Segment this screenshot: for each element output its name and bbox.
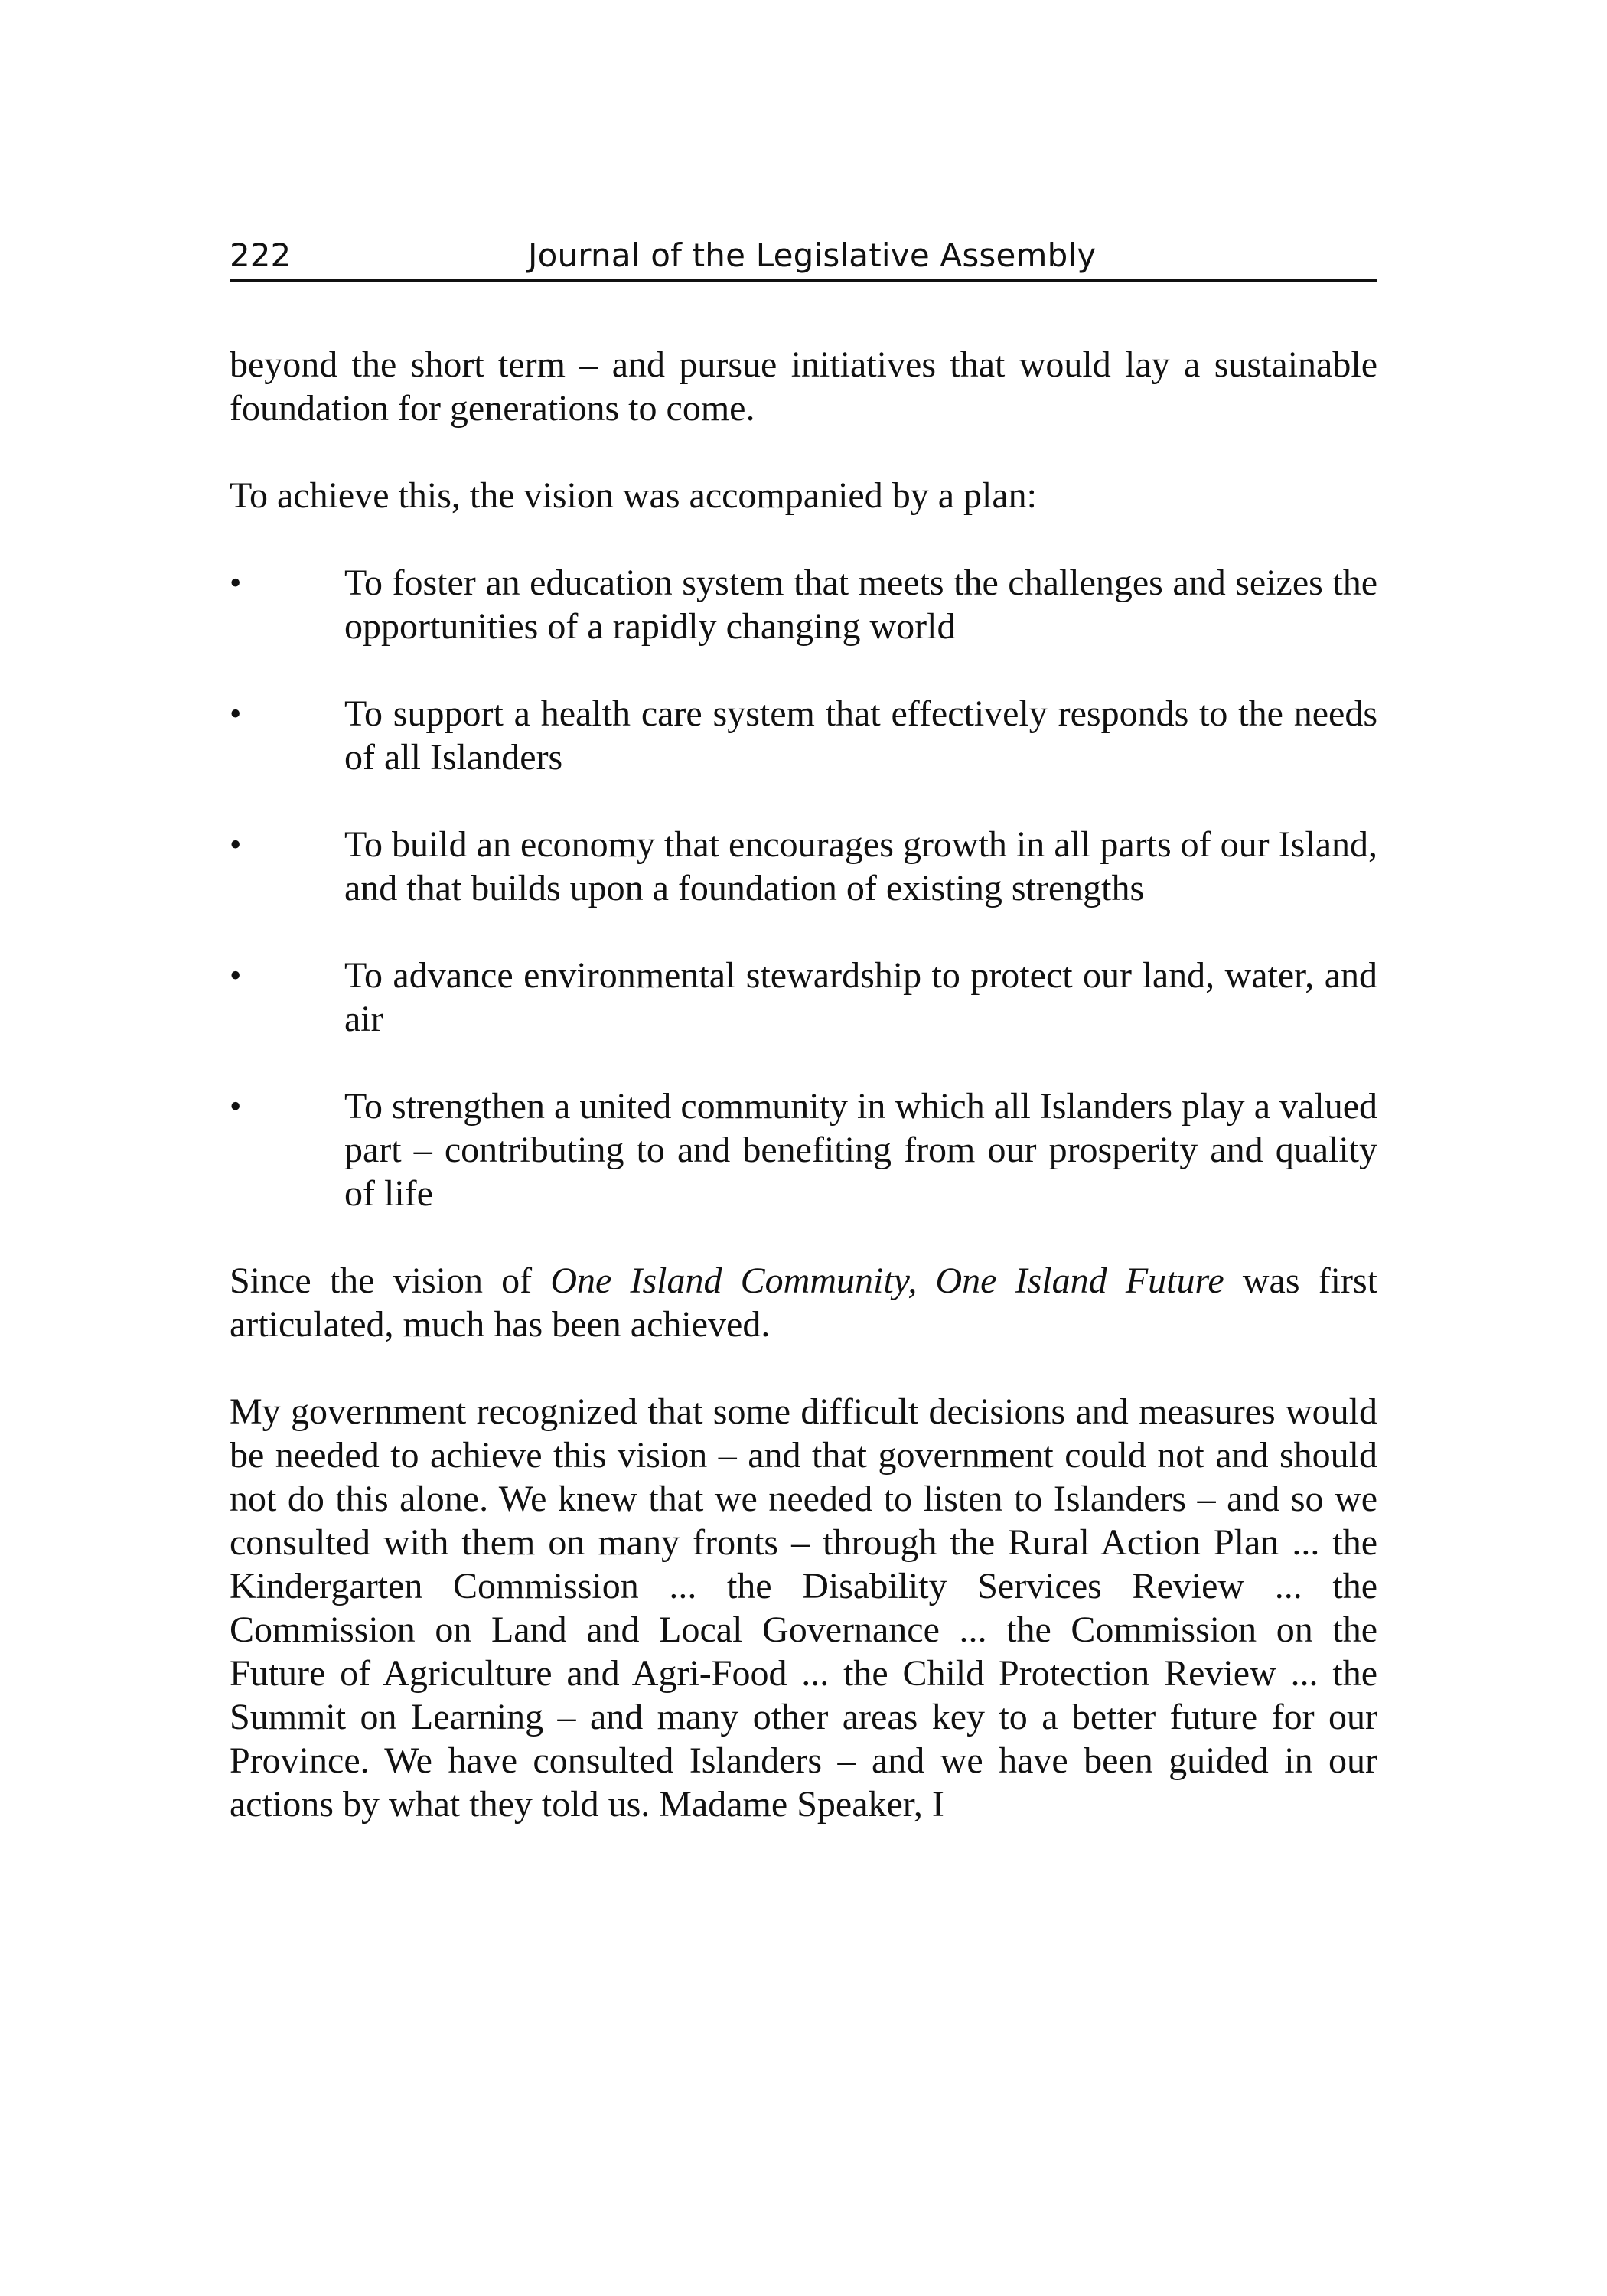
running-header (230, 230, 1377, 282)
vision-text-prefix: Since the vision of (230, 1261, 551, 1301)
bullet-icon: • (230, 1088, 242, 1125)
bullet-item-education (230, 561, 1377, 648)
bullet-text: To build an economy that encourages growth in all parts of our Island, and that builds upon a foundation of existing strengths (344, 824, 1377, 908)
bullet-icon: • (230, 826, 242, 863)
paragraph-vision-achieved (230, 1259, 1377, 1346)
document-page (230, 230, 1377, 1826)
bullet-icon: • (230, 957, 242, 994)
paragraph-plan-intro: To achieve this, the vision was accompanied by a plan: (230, 475, 1037, 516)
journal-title: Journal of the Legislative Assembly (528, 236, 1097, 274)
paragraph-consultation: My government recognized that some difficult decisions and measures would be needed to achieve this vision – and that government could not and should not do this alone. We knew that we needed to listen to Islanders – and so we consulted with them on many fronts – through the Rural Action Plan ... the Kindergarten Commission ... the Disability Services Review ... the Commission on Land and Local Governance ... the Commission on the Future of Agriculture and Agri-Food ... the Child Protection Review ... the Summit on Learning – and many other areas key to a better future for our Province. We have consulted Islanders – and we have been guided in our actions by what they told us. Madame Speaker, I (230, 1391, 1377, 1825)
bullet-text: To advance environmental stewardship to protect our land, water, and air (344, 955, 1377, 1039)
page-number: 222 (230, 236, 292, 274)
bullet-icon: • (230, 695, 242, 732)
bullet-text: To foster an education system that meets the challenges and seizes the opportunities of a rapidly changing world (344, 563, 1377, 647)
vision-title: One Island Community, One Island Future (550, 1261, 1224, 1301)
bullet-item-community (230, 1084, 1377, 1215)
bullet-text: To strengthen a united community in which all Islanders play a valued part – contributing to and benefiting from our prosperity and quality of life (344, 1086, 1377, 1214)
bullet-text: To support a health care system that effectively responds to the needs of all Islanders (344, 693, 1377, 778)
bullet-item-economy (230, 823, 1377, 910)
plan-bullet-list (230, 561, 1377, 1215)
bullet-item-health-care (230, 692, 1377, 779)
paragraph-continuation: beyond the short term – and pursue initiatives that would lay a sustainable foundation for generations to come. (230, 344, 1377, 429)
vision-text-suffix: was first articulated, much has been achieved. (230, 1261, 1378, 1345)
page-body (230, 343, 1377, 1826)
bullet-item-environment (230, 954, 1377, 1041)
bullet-icon: • (230, 564, 242, 602)
